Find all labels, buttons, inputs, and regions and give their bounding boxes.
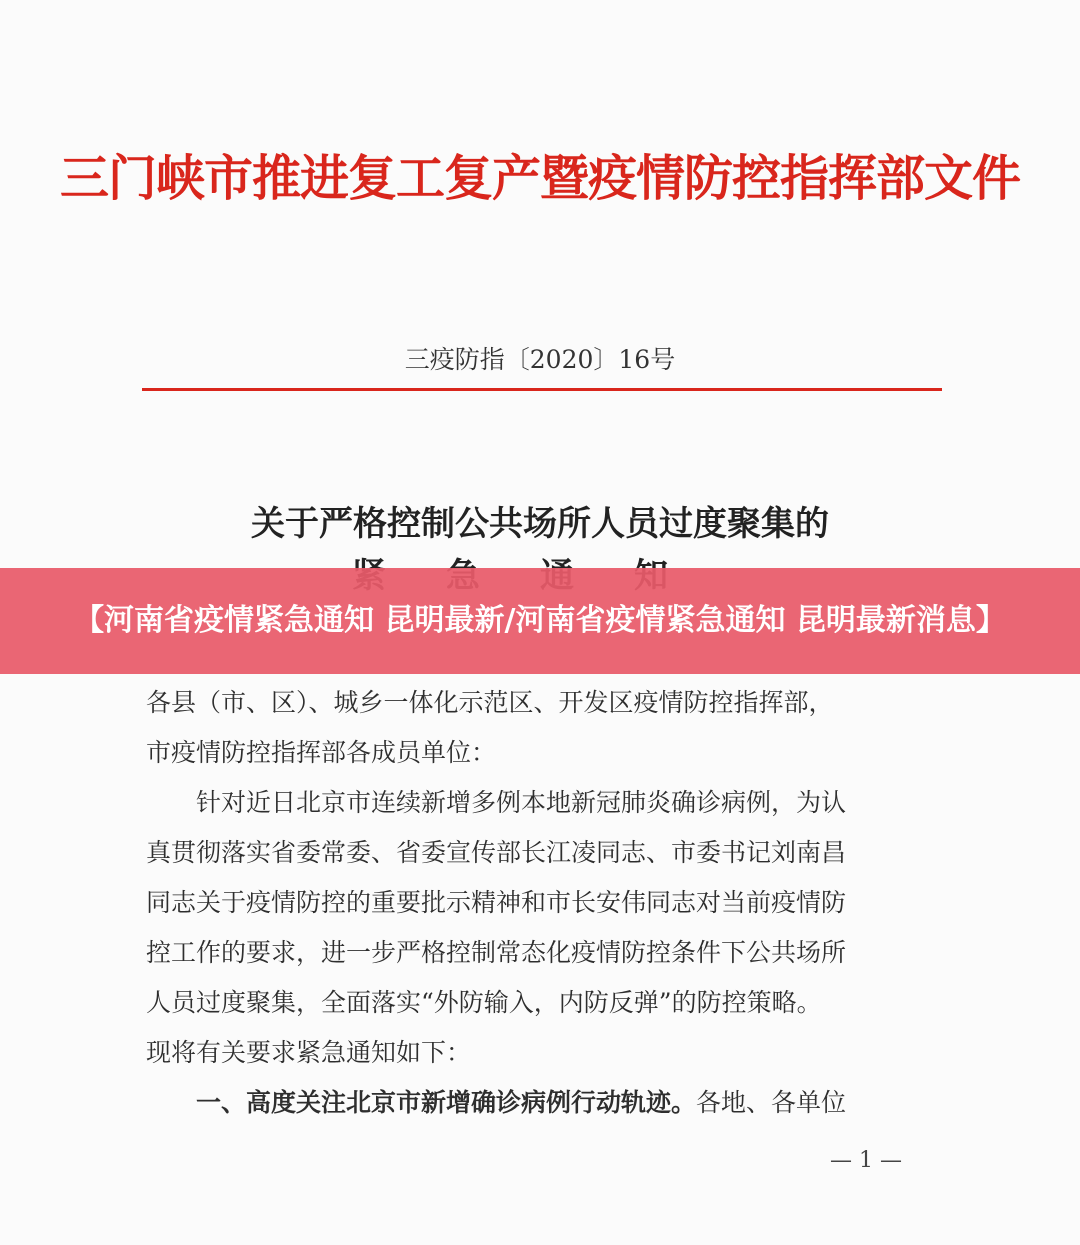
paragraph-line: 现将有关要求紧急通知如下：	[146, 1038, 472, 1067]
issuer-header-title: 三门峡市推进复工复产暨疫情防控指挥部文件	[59, 149, 1020, 207]
paragraph-line: 真贯彻落实省委常委、省委宣传部长江凌同志、市委书记刘南昌	[146, 838, 847, 867]
page-number: — 1 —	[830, 1148, 902, 1173]
paragraph-line: 针对近日北京市连续新增多例本地新冠肺炎确诊病例，为认	[196, 788, 847, 817]
headline-banner[interactable]	[0, 568, 1080, 674]
headline-banner-text: 【河南省疫情紧急通知 昆明最新/河南省疫情紧急通知 昆明最新消息】	[74, 603, 1006, 638]
section-1	[146, 1078, 946, 1128]
section-1-text: 各地、各单位	[696, 1088, 847, 1117]
red-divider-line	[142, 388, 942, 391]
addressee-line: 各县（市、区）、城乡一体化示范区、开发区疫情防控指挥部，	[146, 688, 834, 717]
addressee-line: 市疫情防控指挥部各成员单位：	[146, 738, 497, 767]
paragraph-line: 控工作的要求，进一步严格控制常态化疫情防控条件下公共场所	[146, 938, 847, 967]
paragraph-line: 人员过度聚集，全面落实“外防输入，内防反弹”的防控策略。	[146, 988, 822, 1017]
paragraph-line: 同志关于疫情防控的重要批示精神和市长安伟同志对当前疫情防	[146, 888, 847, 917]
document-body	[146, 678, 946, 1128]
notice-title: 关于严格控制公共场所人员过度聚集的	[251, 504, 829, 544]
section-1-heading: 一、高度关注北京市新增确诊病例行动轨迹。	[196, 1088, 697, 1117]
document-number: 三疫防指〔2020〕16号	[404, 345, 676, 374]
